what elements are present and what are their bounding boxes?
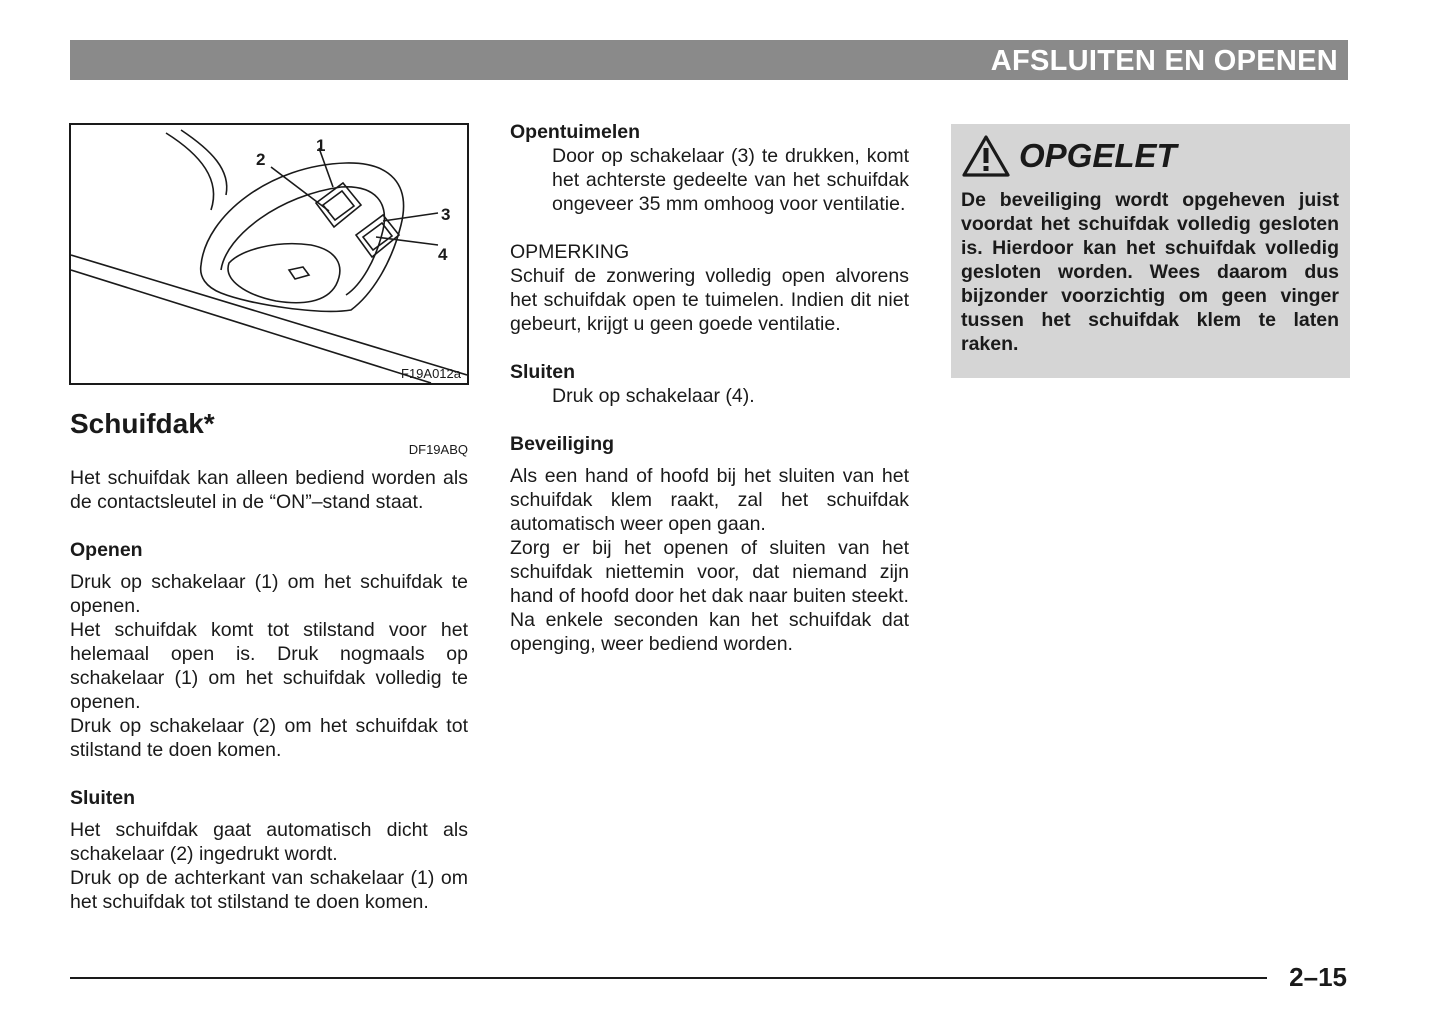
openen-paragraph-1: Druk op schakelaar (1) om het schuifdak te openen. xyxy=(70,571,468,617)
beveiliging-paragraph-3: Na enkele seconden kan het schuifdak dat openging, weer bediend worden. xyxy=(510,609,909,655)
beveiliging-paragraph-1: Als een hand of hoofd bij het sluiten van het schuifdak klem raakt, zal het schuifdak automatisch weer open gaan. xyxy=(510,465,909,535)
warning-box xyxy=(951,124,1350,378)
headliner-curve xyxy=(166,133,214,210)
heading-sluiten: Sluiten xyxy=(70,787,136,809)
sluiten-paragraph-2: Druk op de achterkant van schakelaar (1) om het schuifdak tot stilstand te doen komen. xyxy=(70,867,468,913)
openen-paragraph-2: Het schuifdak komt tot stilstand voor het helemaal open is. Druk nogmaals op schakelaar (1) om het schuifdak volledig te openen. xyxy=(70,619,468,713)
opmerking-paragraph: Schuif de zonwering volledig open alvorens het schuifdak open te tuimelen. Indien dit niet gebeurt, krijgt u geen goede ventilatie. xyxy=(510,265,909,335)
map-light-button xyxy=(289,267,309,279)
leader-line-2 xyxy=(271,167,329,211)
opentuimelen-paragraph: Door op schakelaar (3) te drukken, komt het achterste gedeelte van het schuifdak ongeveer 35 mm omhoog voor ventilatie. xyxy=(552,145,909,215)
figure-code: F19A012a xyxy=(401,366,461,381)
beveiliging-paragraph-2: Zorg er bij het openen of sluiten van het schuifdak niettemin voor, dat niemand zijn hand of hoofd door het dak naar buiten steekt. xyxy=(510,537,909,607)
callout-4: 4 xyxy=(438,245,448,264)
warning-triangle-icon xyxy=(961,134,1011,178)
intro-paragraph: Het schuifdak kan alleen bediend worden als de contactsleutel in de “ON”–stand staat. xyxy=(70,467,468,513)
warning-title: OPGELET xyxy=(1019,137,1177,174)
headliner-curve-2 xyxy=(181,130,227,195)
warning-text: De beveiliging wordt opgeheven juist voordat het schuifdak volledig gesloten is. Hierdoor kan het schuifdak volledig gesloten worden. Wees daarom dus bijzonder voorzichtig om geen vinger tussen het schuifdak klem te laten raken. xyxy=(961,189,1339,355)
heading-opentuimelen: Opentuimelen xyxy=(510,121,641,143)
leader-line-3 xyxy=(383,213,438,221)
map-light-lens xyxy=(228,244,340,303)
sluiten-paragraph-1: Het schuifdak gaat automatisch dicht als schakelaar (2) ingedrukt wordt. xyxy=(70,819,468,865)
roof-line-1 xyxy=(71,255,467,375)
heading-beveiliging: Beveiliging xyxy=(510,433,615,455)
footer-rule xyxy=(70,977,1267,979)
left-column xyxy=(70,404,468,914)
heading-opmerking: OPMERKING xyxy=(510,241,630,263)
callout-3: 3 xyxy=(441,205,451,224)
heading-sluiten-2: Sluiten xyxy=(510,361,576,383)
openen-paragraph-3: Druk op schakelaar (2) om het schuifdak tot stilstand te doen komen. xyxy=(70,715,468,761)
middle-column xyxy=(510,120,909,656)
console-housing xyxy=(201,163,404,311)
chapter-header-bar xyxy=(70,40,1348,80)
callout-2: 2 xyxy=(256,150,266,169)
heading-openen: Openen xyxy=(70,539,143,561)
sluiten-2-paragraph: Druk op schakelaar (4). xyxy=(552,385,755,407)
callout-1: 1 xyxy=(316,136,326,155)
section-title: Schuifdak* xyxy=(70,408,215,439)
sunroof-switch-drawing xyxy=(71,125,467,383)
roof-line-2 xyxy=(71,270,431,383)
page-number: 2–15 xyxy=(1289,962,1347,992)
sunroof-switch-illustration xyxy=(69,123,469,385)
document-code: DF19ABQ xyxy=(408,442,468,457)
chapter-title: AFSLUITEN EN OPENEN xyxy=(990,45,1338,77)
